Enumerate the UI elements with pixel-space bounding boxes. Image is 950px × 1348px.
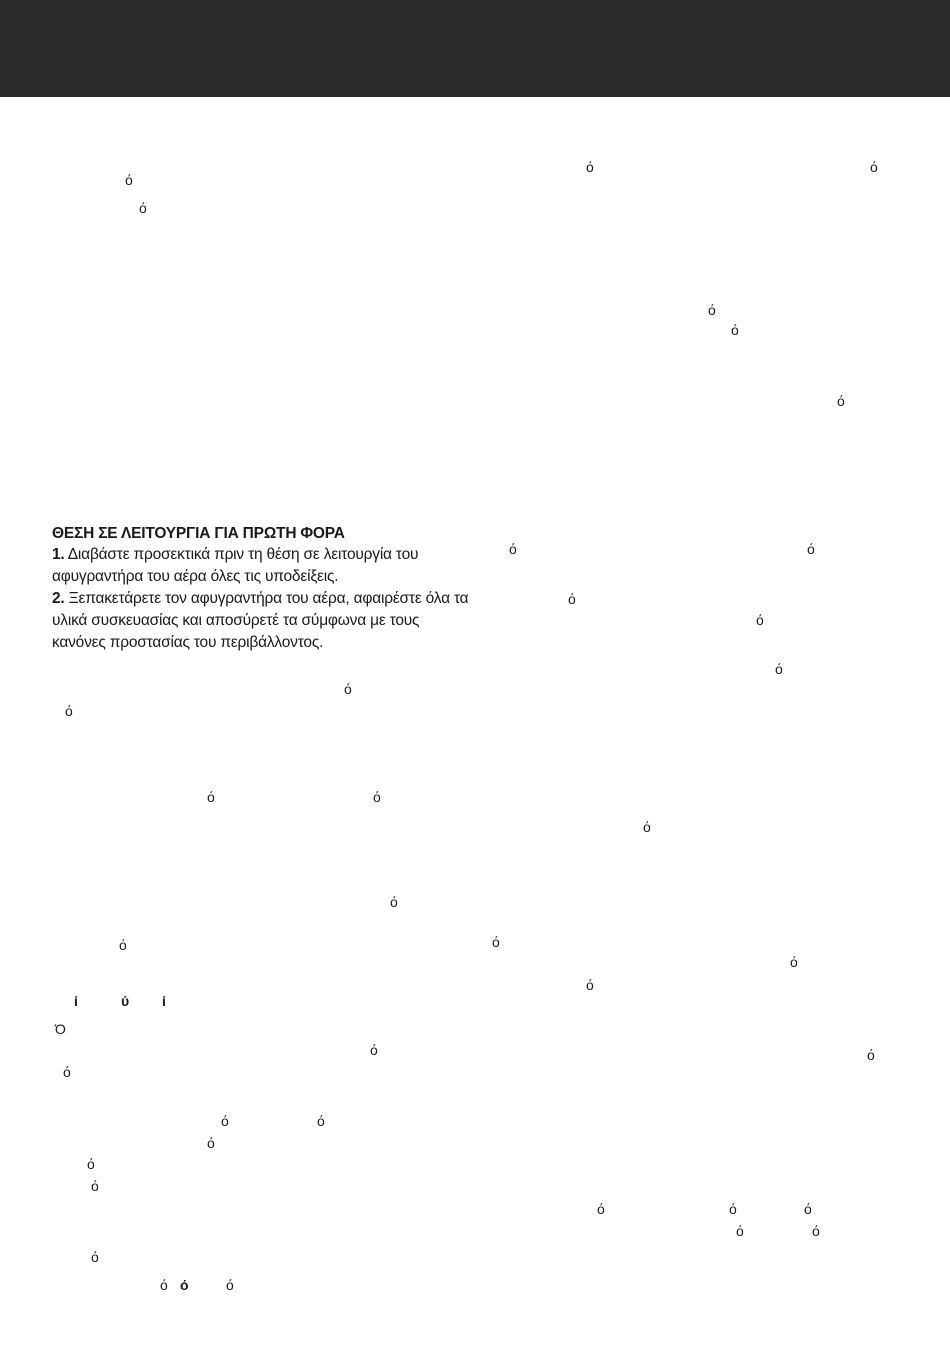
stray-glyph: ό xyxy=(317,1113,325,1129)
stray-glyph: Ό xyxy=(55,1021,66,1037)
stray-glyph: ό xyxy=(207,789,215,805)
stray-glyph: ό xyxy=(221,1113,229,1129)
step-2-number: 2. xyxy=(52,590,65,607)
stray-glyph: ό xyxy=(837,393,845,409)
stray-glyph: ό xyxy=(91,1178,99,1194)
step-2 xyxy=(52,588,472,654)
stray-glyph: ί xyxy=(162,993,166,1009)
step-2-text: Ξεπακετάρετε τον αφυγραντήρα του αέρα, αφαιρέστε όλα τα υλικά συσκευασίας και αποσύρετέ τα σύμφωνα με τους κανόνες προστασίας του περιβάλλοντος. xyxy=(52,590,469,651)
stray-glyph: ό xyxy=(597,1201,605,1217)
stray-glyph: ό xyxy=(370,1042,378,1058)
first-use-section xyxy=(52,523,472,654)
stray-glyph: ό xyxy=(139,200,147,216)
stray-glyph: ί xyxy=(74,993,78,1009)
stray-glyph: ό xyxy=(119,937,127,953)
stray-glyph: ό xyxy=(867,1047,875,1063)
step-1-text: Διαβάστε προσεκτικά πριν τη θέση σε λειτουργία του αφυγραντήρα του αέρα όλες τις υποδείξεις. xyxy=(52,546,419,585)
stray-glyph: ό xyxy=(756,612,764,628)
header-band xyxy=(0,0,950,97)
step-1 xyxy=(52,544,472,588)
stray-glyph: ό xyxy=(65,703,73,719)
step-1-number: 1. xyxy=(52,546,65,563)
stray-glyph: ό xyxy=(775,661,783,677)
stray-glyph: ό xyxy=(91,1249,99,1265)
stray-glyph: ό xyxy=(373,789,381,805)
stray-glyph: ό xyxy=(568,591,576,607)
stray-glyph: ό xyxy=(226,1277,234,1293)
stray-glyph: ό xyxy=(509,541,517,557)
stray-glyph: ό xyxy=(586,159,594,175)
stray-glyph: ό xyxy=(736,1223,744,1239)
stray-glyph: ό xyxy=(87,1156,95,1172)
stray-glyph: ό xyxy=(390,894,398,910)
stray-glyph: ύ xyxy=(121,993,130,1009)
stray-glyph: ό xyxy=(729,1201,737,1217)
stray-glyph: ό xyxy=(790,954,798,970)
section-heading: ΘΕΣΗ ΣΕ ΛΕΙΤΟΥΡΓΙΑ ΓΙΑ ΠΡΩΤΗ ΦΟΡΑ xyxy=(52,525,345,542)
stray-glyph: ό xyxy=(643,819,651,835)
stray-glyph: ό xyxy=(492,934,500,950)
stray-glyph: ό xyxy=(180,1277,189,1293)
stray-glyph: ό xyxy=(63,1064,71,1080)
stray-glyph: ό xyxy=(870,159,878,175)
stray-glyph: ό xyxy=(804,1201,812,1217)
stray-glyph: ό xyxy=(807,541,815,557)
stray-glyph: ό xyxy=(586,977,594,993)
stray-glyph: ό xyxy=(344,681,352,697)
stray-glyph: ό xyxy=(207,1135,215,1151)
stray-glyph: ό xyxy=(125,172,133,188)
stray-glyph: ό xyxy=(812,1223,820,1239)
stray-glyph: ό xyxy=(160,1277,168,1293)
stray-glyph: ό xyxy=(708,302,716,318)
stray-glyph: ό xyxy=(731,322,739,338)
